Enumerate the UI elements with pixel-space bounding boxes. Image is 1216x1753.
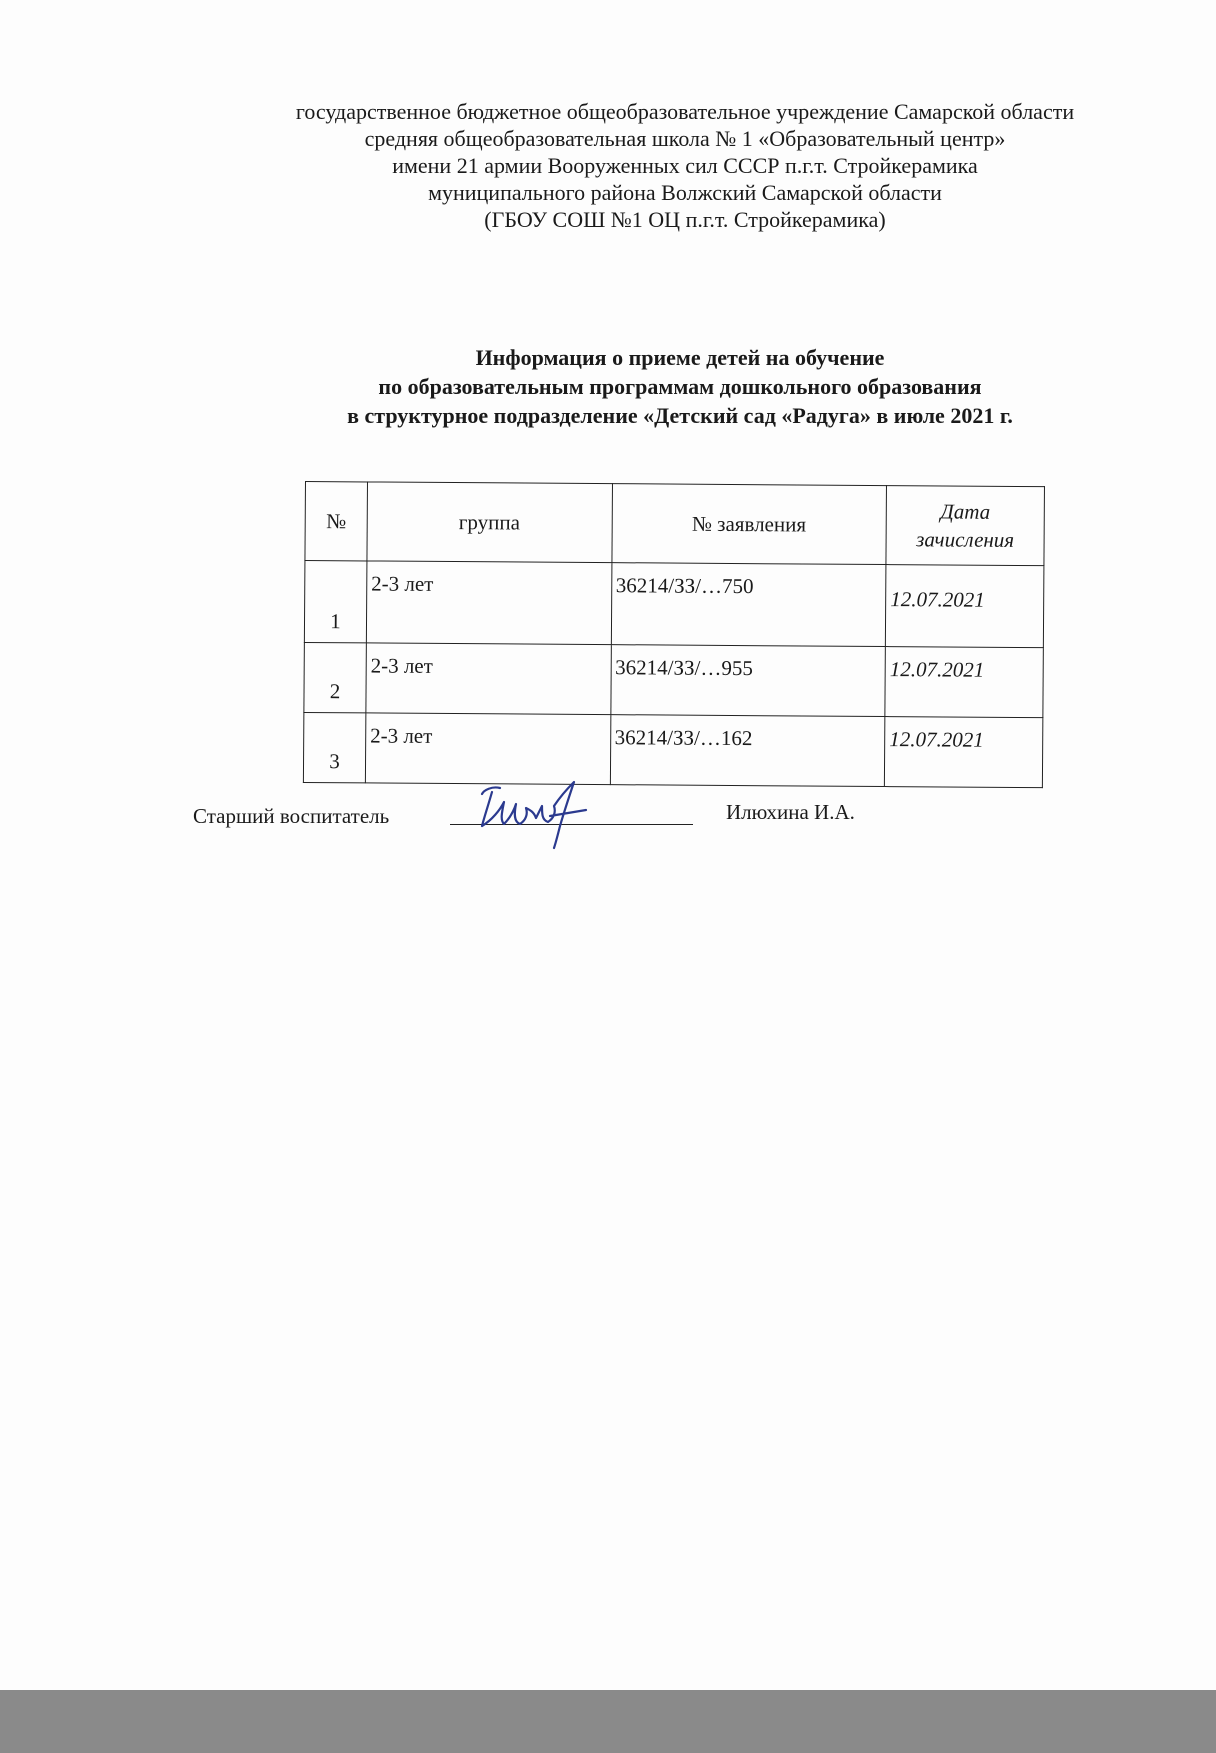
header-num: № xyxy=(305,482,367,561)
table-row xyxy=(304,642,1043,717)
table-header-row xyxy=(305,482,1045,566)
org-line-3: имени 21 армии Вооруженных сил СССР п.г.т. Стройкерамика xyxy=(392,153,978,178)
cell-num: 1 xyxy=(304,561,366,643)
title-line-3: в структурное подразделение «Детский сад «Радуга» в июле 2021 г. xyxy=(347,403,1013,428)
table-row xyxy=(303,712,1042,787)
cell-application: 36214/ЗЗ/…955 xyxy=(610,645,885,717)
cell-group: 2-3 лет xyxy=(365,713,610,785)
org-line-5: (ГБОУ СОШ №1 ОЦ п.г.т. Стройкерамика) xyxy=(484,207,886,232)
org-line-2: средняя общеобразовательная школа № 1 «Образовательный центр» xyxy=(364,126,1006,151)
cell-date: 12.07.2021 xyxy=(885,647,1043,718)
header-date-line-2: зачисления xyxy=(916,527,1015,552)
cell-application: 36214/ЗЗ/…162 xyxy=(610,715,885,787)
table-row xyxy=(304,561,1044,648)
header-application: № заявления xyxy=(611,484,886,565)
enrollment-table xyxy=(303,481,1045,788)
cell-application: 36214/ЗЗ/…750 xyxy=(611,563,886,647)
title-line-2: по образовательным программам дошкольного образования xyxy=(378,374,982,399)
signatory-position: Старший воспитатель xyxy=(193,804,390,828)
organization-header xyxy=(230,98,1140,233)
org-line-4: муниципального района Волжский Самарской области xyxy=(428,180,942,205)
header-date-line-1: Дата xyxy=(940,499,991,524)
cell-group: 2-3 лет xyxy=(366,643,611,715)
signatory-name: Илюхина И.А. xyxy=(726,800,855,824)
cell-date: 12.07.2021 xyxy=(885,565,1043,648)
cell-num: 3 xyxy=(303,712,365,782)
cell-num: 2 xyxy=(304,642,366,712)
handwritten-signature xyxy=(470,770,610,850)
header-date xyxy=(886,486,1044,566)
scan-bottom-border xyxy=(0,1690,1216,1753)
header-group: группа xyxy=(367,482,612,563)
cell-group: 2-3 лет xyxy=(366,561,611,645)
title-line-1: Информация о приеме детей на обучение xyxy=(475,345,885,370)
cell-date: 12.07.2021 xyxy=(884,717,1042,788)
document-title xyxy=(230,343,1130,430)
org-line-1: государственное бюджетное общеобразовательное учреждение Самарской области xyxy=(295,99,1075,124)
